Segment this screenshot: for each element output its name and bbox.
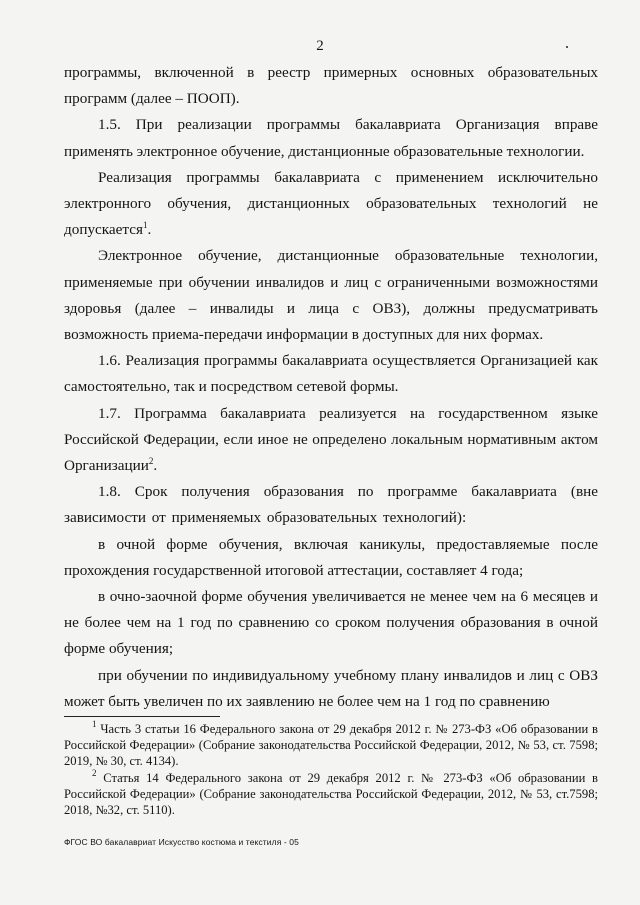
footnote-text: Статья 14 Федерального закона от 29 декабря 2012 г. № 273-ФЗ «Об образовании в Российской Федерации» (Собрание законодательства Российской Федерации, 2012, № 53, ст.7598; 2018, №32, ст. 5110). — [64, 770, 598, 818]
footnote-separator — [64, 716, 220, 717]
footnote-ref-2: 2 — [148, 456, 154, 467]
paragraph-part-time: в очно-заочной форме обучения увеличивается не менее чем на 6 месяцев и не более чем на 1 год по сравнению со сроком получения образования в очной форме обучения; — [64, 588, 598, 658]
paragraph-exclusive-elearning — [64, 165, 598, 244]
document-footer: ФГОС ВО бакалавриат Искусство костюма и текстиля - 05 — [64, 837, 299, 847]
paragraph-full-time: в очной форме обучения, включая каникулы, предоставляемые после прохождения государственной итоговой аттестации, составляет 4 года; — [64, 535, 598, 579]
footnote-text: Часть 3 статьи 16 Федерального закона от 29 декабря 2012 г. № 273-ФЗ «Об образовании в Российской Федерации» (Собрание законодательства Российской Федерации, 2012, № 53, ст. 7598; 2019, № 30, ст. 4134). — [64, 722, 598, 769]
paragraph-ovz-elearning: Электронное обучение, дистанционные образовательные технологии, применяемые при обучении инвалидов и лиц с ограниченными возможностями здоровья (далее – инвалиды и лица с ОВЗ), должны предусматривать возможность приема-передачи информации в доступных для них формах. — [64, 247, 598, 344]
footnote-marker: 1 — [92, 719, 97, 729]
paragraph-1-6: 1.6. Реализация программы бакалавриата осуществляется Организацией как самостоятельно, так и посредством сетевой формы. — [64, 352, 598, 396]
footnotes — [64, 716, 598, 818]
footnote-1 — [64, 721, 598, 770]
scan-speck — [566, 46, 568, 48]
footnote-marker: 2 — [92, 767, 97, 778]
footnote-ref-1: 1 — [142, 220, 148, 231]
document-body — [64, 60, 598, 715]
paragraph-end: . — [153, 457, 158, 475]
paragraph-1-5: 1.5. При реализации программы бакалавриата Организация вправе применять электронное обучение, дистанционные образовательные технологии. — [64, 116, 598, 160]
paragraph-1-8: 1.8. Срок получения образования по программе бакалавриата (вне зависимости от применяемых образовательных технологий): — [64, 483, 598, 527]
paragraph-end: . — [147, 221, 152, 239]
page-number: 2 — [316, 38, 324, 54]
paragraph-1-7 — [64, 401, 598, 480]
paragraph-text: 1.7. Программа бакалавриата реализуется на государственном языке Российской Федерации, если иное не определено локальным нормативным актом Организации — [64, 404, 598, 475]
paragraph-individual-plan: при обучении по индивидуальному учебному плану инвалидов и лиц с ОВЗ может быть увеличен по их заявлению не более чем на 1 год по сравнению — [64, 666, 598, 710]
paragraph-text: Реализация программы бакалавриата с применением исключительно электронного обучения, дистанционных образовательных технологий не допускается — [64, 168, 598, 239]
footnote-2 — [64, 767, 598, 819]
paragraph-continuation: программы, включенной в реестр примерных основных образовательных программ (далее – ПООП). — [64, 64, 598, 108]
